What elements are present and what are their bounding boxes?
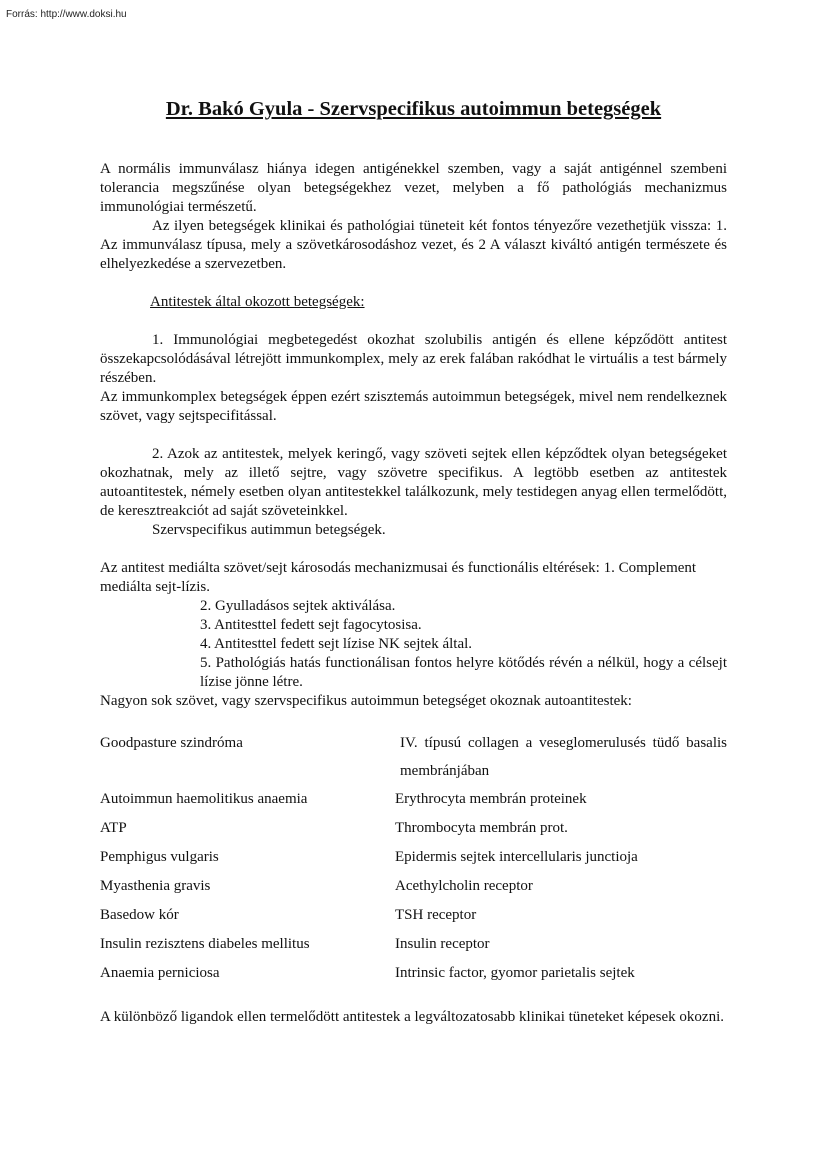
disease-name: Insulin rezisztens diabeles mellitus	[100, 936, 310, 952]
table-row	[100, 785, 727, 814]
mechanism-item: 2. Gyulladásos sejtek aktiválása.	[200, 598, 396, 614]
table-row	[100, 930, 727, 959]
mechanism-item: 4. Antitesttel fedett sejt lízise NK sejtek által.	[200, 636, 473, 652]
point-2: 2. Azok az antitestek, melyek keringő, vagy szöveti sejtek ellen képződtek olyan betegségeket okozhatnak, mely az illető sejtre, vagy szövetre specifikus. A legtöbb esetben az antitestek autoantitestek, némely esetben olyan antitestekkel találkozunk, mely testidegen anyag ellen termelődött, de keresztreakciót ad saját szöveteinkkel.	[100, 446, 727, 519]
disease-name: Basedow kór	[100, 907, 179, 923]
mechanism-item: 3. Antitesttel fedett sejt fagocytosisa.	[200, 617, 422, 633]
table-row	[100, 814, 727, 843]
disease-name: Pemphigus vulgaris	[100, 849, 219, 865]
closing-paragraph: A különböző ligandok ellen termelődött antitestek a legváltozatosabb klinikai tüneteket képesek okozni.	[100, 1009, 724, 1025]
disease-target: IV. típusú collagen a veseglomerulusés tüdő basalis membránjában	[400, 735, 727, 779]
table-row	[100, 959, 727, 988]
disease-target: Intrinsic factor, gyomor parietalis sejtek	[395, 965, 635, 981]
table-row	[100, 843, 727, 872]
point-1: 1. Immunológiai megbetegedést okozhat szolubilis antigén és ellene képződött antitest összekapcsolódásával létrejött immunkomplex, mely az erek falában rakódhat le virtuális a test bármely részében.	[100, 332, 727, 386]
table-row	[100, 872, 727, 901]
source-url: Forrás: http://www.doksi.hu	[6, 9, 127, 20]
disease-name: ATP	[100, 820, 127, 836]
table-row	[100, 901, 727, 930]
disease-target: TSH receptor	[395, 907, 477, 923]
disease-name: Goodpasture szindróma	[100, 735, 243, 751]
mechanism-item: 5. Pathológiás hatás functionálisan fontos helyre kötődés révén a nélkül, hogy a célsejt lízise jönne létre.	[200, 655, 727, 690]
table-intro: Nagyon sok szövet, vagy szervspecifikus autoimmun betegséget okoznak autoantitestek:	[100, 693, 632, 709]
subheading: Szervspecifikus autimmun betegségek.	[152, 522, 386, 538]
intro-paragraph-2: Az ilyen betegségek klinikai és pathológiai tüneteit két fontos tényezőre vezethetjük vissza: 1. Az immunválasz típusa, mely a szövetkárosodáshoz vezet, és 2 A választ kiváltó antigén természete és elhelyezkedése a szervezetben.	[100, 218, 727, 272]
disease-target: Erythrocyta membrán proteinek	[395, 791, 587, 807]
disease-table	[100, 729, 727, 988]
disease-name: Myasthenia gravis	[100, 878, 211, 894]
table-row	[100, 729, 727, 785]
mechanism-list	[200, 597, 727, 692]
mechanisms-intro: Az antitest mediálta szövet/sejt károsodás mechanizmusai és functionális eltérések: 1. Complement mediálta sejt-lízis.	[100, 560, 697, 595]
disease-target: Acethylcholin receptor	[395, 878, 533, 894]
document-body	[100, 160, 727, 1027]
section-heading: Antitestek által okozott betegségek:	[150, 294, 365, 310]
disease-target: Epidermis sejtek intercellularis junctioja	[395, 849, 638, 865]
disease-target: Thrombocyta membrán prot.	[395, 820, 568, 836]
page-title: Dr. Bakó Gyula - Szervspecifikus autoimmun betegségek	[165, 98, 662, 120]
intro-paragraph: A normális immunválasz hiánya idegen antigénekkel szemben, vagy a saját antigénnel szembeni tolerancia megszűnése olyan betegségekhez vezet, melyben a fő pathológiás mechanizmus immunológiai természetű.	[100, 161, 727, 215]
disease-target: Insulin receptor	[395, 936, 490, 952]
disease-name: Autoimmun haemolitikus anaemia	[100, 791, 308, 807]
point-1-continuation: Az immunkomplex betegségek éppen ezért szisztemás autoimmun betegségek, mivel nem rendelkeznek szövet, vagy sejtspecifitással.	[100, 389, 727, 424]
disease-name: Anaemia perniciosa	[100, 965, 220, 981]
